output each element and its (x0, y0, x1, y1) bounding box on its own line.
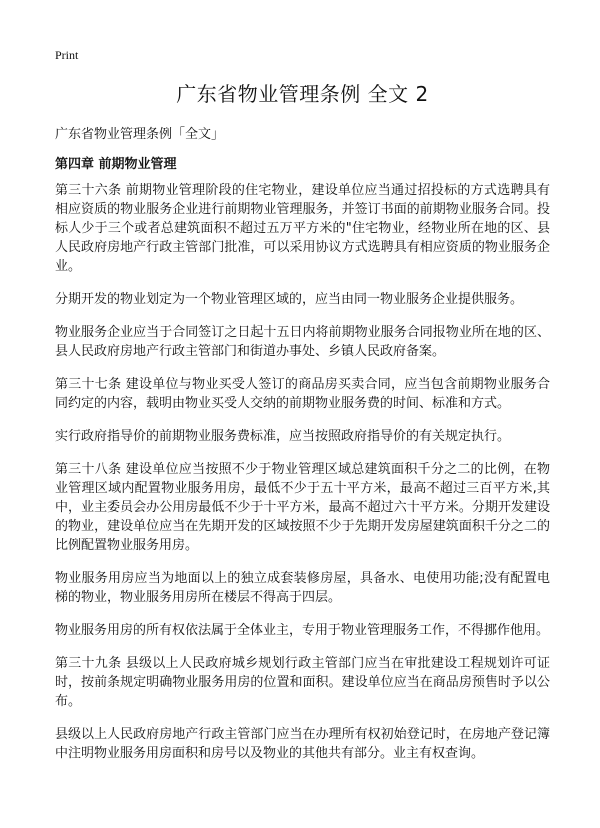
chapter-heading: 第四章 前期物业管理 (55, 157, 177, 172)
print-label: Print (55, 48, 79, 62)
registration-paragraph: 县级以上人民政府房地产行政主管部门应当在办理所有权初始登记时，在房地产登记簿中注明物业服务用房面积和房号以及物业的其他共有部分。业主有权查询。 (55, 727, 550, 761)
service-room-requirements-paragraph: 物业服务用房应当为地面以上的独立成套装修房屋，具备水、电使用功能;没有配置电梯的物业，物业服务用房所在楼层不得高于四层。 (55, 571, 550, 605)
document-title: 广东省物业管理条例 全文 2 (176, 82, 429, 106)
document-subtitle: 广东省物业管理条例「全文」 (55, 127, 225, 142)
article-36-paragraph: 第三十六条 前期物业管理阶段的住宅物业，建设单位应当通过招投标的方式选聘具有相应资质的物业服务企业进行前期物业管理服务，并签订书面的前期物业服务合同。投标人少于三个或者总建筑面积不超过五万平方米的"住宅物业，经物业所在地的区、县人民政府房地产行政主管部门批准，可以采用协议方式选聘具有相应资质的物业服务企业。 (55, 183, 550, 274)
article-38-paragraph: 第三十八条 建设单位应当按照不少于物业管理区域总建筑面积千分之二的比例，在物业管理区域内配置物业服务用房，最低不少于五十平方米，最高不超过三百平方米,其中，业主委员会办公用房最低不少于十平方米，最高不超过六十平方米。分期开发建设的物业，建设单位应当在先期开发的区域按照不少于先期开发房屋建筑面积千分之二的比例配置物业服务用房。 (55, 462, 550, 553)
guided-price-paragraph: 实行政府指导价的前期物业服务费标准，应当按照政府指导价的有关规定执行。 (55, 429, 511, 444)
article-37-paragraph: 第三十七条 建设单位与物业买受人签订的商品房买卖合同，应当包含前期物业服务合同约定的内容，载明由物业买受人交纳的前期物业服务费的时间、标准和方式。 (55, 377, 550, 411)
article-39-paragraph: 第三十九条 县级以上人民政府城乡规划行政主管部门应当在审批建设工程规划许可证时，按前条规定明确物业服务用房的位置和面积。建设单位应当在商品房预售时予以公布。 (55, 656, 550, 709)
document-body (55, 181, 550, 777)
document-page (55, 0, 550, 828)
contract-filing-paragraph: 物业服务企业应当于合同签订之日起十五日内将前期物业服务合同报物业所在地的区、县人民政府房地产行政主管部门和街道办事处、乡镇人民政府备案。 (55, 325, 550, 359)
phased-development-paragraph: 分期开发的物业划定为一个物业管理区域的，应当由同一物业服务企业提供服务。 (55, 292, 524, 307)
service-room-ownership-paragraph: 物业服务用房的所有权依法属于全体业主，专用于物业管理服务工作，不得挪作他用。 (55, 623, 550, 638)
